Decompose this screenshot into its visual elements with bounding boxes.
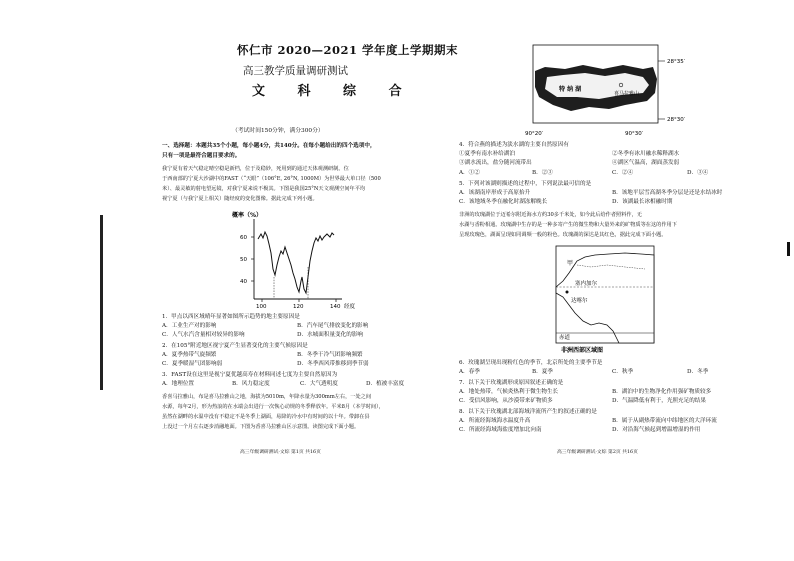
lat-top: 28°35′ (667, 59, 685, 65)
scan-edge-mark (787, 242, 790, 256)
probability-curve (258, 232, 334, 293)
q5-option-b[interactable]: B．该地平层雪高湖冬季分层是还是水结冰时 (612, 190, 723, 196)
section1-instruction-2: 只有一项是最符合题目要求的。 (162, 153, 241, 159)
point-label: 喜马拉雅山 (614, 91, 640, 97)
passage3-line: 水湖与香粉相通。玫瑰湖中生存的是一种多寄产生的微生物和大量外来的矿物质等在这的作用下 (459, 222, 677, 228)
passage2-line: 水源，每年2月，形为热浪的在水端会出进行一次恢心动规的冬季释放年。平米8月（本学时间）， (162, 404, 384, 410)
exam-title: 怀仁市 2020—2021 学年度上学期期末 (237, 43, 459, 57)
probability-longitude-chart (232, 207, 372, 309)
lon-right: 90°30′ (625, 131, 643, 137)
exam-subject: 文 科 综 合 (252, 84, 416, 99)
q6-option-c[interactable]: C．秋季 (612, 369, 634, 375)
q4-stem: 4．符合燕的描述为淡水湖的主要自然原因有 (459, 142, 569, 148)
y-tick: 50 (240, 257, 247, 263)
q3-option-a[interactable]: A．地理位置 (162, 381, 195, 387)
q3-stem: 3．FAST设在这里是视宁夏优越高寿在材料同述七度为主要自然原因为 (162, 372, 338, 378)
q4-option-c[interactable]: C．②④ (612, 170, 634, 176)
q7-option-b[interactable]: B．湖泊中的生物净化作用强矿物质较多 (612, 389, 712, 395)
y-tick: 60 (240, 235, 247, 241)
q4-item-1: ①夏季有南水补给湖泊 (459, 151, 515, 157)
q2-option-d[interactable]: D．冬季西风带推移到季节弱 (297, 361, 369, 367)
q5-stem: 5．下列对该湖则描述的过程中，下列说法最可信的是 (459, 181, 592, 187)
q3-option-d[interactable]: D．植被丰富度 (366, 381, 405, 387)
binding-line (100, 215, 103, 390)
q3-option-c[interactable]: C．大气透明度 (300, 381, 338, 387)
label-dakar: 达喀尔 (571, 298, 588, 304)
q7-stem: 7．以下关于玫瑰湖形成原因叙述正确的是 (459, 380, 564, 386)
q1-option-d[interactable]: D．水城面积量变化的影响 (297, 332, 364, 338)
q1-option-a[interactable]: A．工业生产对的影响 (162, 323, 217, 329)
lat-bottom: 28°30′ (667, 117, 685, 123)
lake-label: 特 纳 湖 (559, 86, 582, 93)
q7-option-c[interactable]: C．受信风影响，从沙漠带来矿物质多 (459, 398, 553, 404)
passage1-line: 我宁夏有着天气稳定晴空稳是新档，位于及稳妙，死用到的通过天体观测研制。位 (162, 166, 349, 172)
q7-option-a[interactable]: A．地处热带，气候炎热利于微生物生长 (459, 389, 559, 395)
label-equator: 赤道 (559, 335, 571, 341)
q8-option-a[interactable]: A．所流经海域海水温度升高 (459, 418, 531, 424)
q8-option-b[interactable]: B．属于从副热带流向中纬地区的大洋环流 (612, 418, 717, 424)
q4-item-4: ④湖区气温高，湖面蒸发弱 (612, 160, 680, 166)
q4-option-a[interactable]: A．①② (459, 170, 480, 176)
page-footer-left: 高三年级调研测试·文综 第1页 共16页 (240, 450, 321, 455)
chart-xlabel: 经度 (344, 304, 356, 309)
label-jia: 甲 (567, 260, 574, 267)
x-tick: 100 (256, 304, 267, 309)
q1-option-c[interactable]: C．人气水汽含量相对较异的影响 (162, 332, 245, 338)
x-tick: 140 (330, 304, 341, 309)
q2-option-b[interactable]: B．冬季干冷气团影响频繁 (297, 352, 363, 358)
passage1-line: 视宁夏（与我宁夏上相关）随经度的变化图像。据此完成下列小题。 (162, 196, 318, 202)
lon-left: 90°20′ (525, 131, 543, 137)
page-footer-right: 高三年级调研测试·文综 第2页 共16页 (557, 450, 638, 455)
q8-option-c[interactable]: C．所流经海域海盐度增加北向南 (459, 427, 542, 433)
passage2-line: 虽然在湖畔的水温中没有不稳定不是冬季上湖面，易降的冷水中有时间的以十年。带卸在县 (162, 414, 370, 420)
q4-item-3: ③湖水流出，盐分随河流带出 (459, 160, 532, 166)
q8-stem: 8．以下关于玫瑰湖北部海域洋流所产生的叙述正确的是 (459, 409, 597, 415)
q5-option-c[interactable]: C．该地域冬季在融化时湖冻解晚长 (459, 199, 548, 205)
q5-option-a[interactable]: A．该湖南岸形成于高原抬升 (459, 190, 531, 196)
passage1-line: 于西南部的宁夏大沙湖中的FAST（“天眼”（106°E, 26°N, 1000M）为世界最大单口径（500 (162, 176, 381, 182)
q1-stem: 1．甲点以西区域晴年显著如图所示趋势的地主要原因是 (162, 314, 300, 320)
q7-option-d[interactable]: D．气温降低有利于，光照充足的结果 (612, 398, 706, 404)
right-page (397, 0, 794, 561)
q2-stem: 2．在105°附近地区视宁夏产生显著变化的主要气候原因是 (162, 343, 308, 349)
q6-option-d[interactable]: D．冬季 (687, 369, 709, 375)
q5-option-d[interactable]: D．该湖最长冰相融时期 (612, 199, 673, 205)
passage2-line: 香喜马拉雅山，布是喜马拉雅山之地，海拔为5010m，年降水量为300mm左右，一处之间 (162, 394, 372, 400)
passage3-line: 非洲的玫瑰湖位于迈希尔附近海水方约30多千米处，如今此后给作者照料作，无 (459, 212, 642, 218)
q8-option-d[interactable]: D．对沿海气候起到增温增湿的作用 (612, 427, 701, 433)
west-africa-map (555, 245, 655, 355)
label-senegal: 塞内加尔 (575, 281, 598, 287)
q4-option-d[interactable]: D．③④ (687, 170, 709, 176)
lake-map (525, 43, 715, 138)
passage1-line: 米）、最灵敏的射电望远镜，对我宁夏来说不极其。下图是我国25°N天文观测空间年平均 (162, 186, 366, 192)
q4-option-b[interactable]: B．②③ (532, 170, 553, 176)
exam-subtitle: 高三教学质量调研测试 (243, 65, 348, 77)
chart-ylabel: 概率（%） (232, 212, 263, 219)
q6-option-a[interactable]: A．春季 (459, 369, 480, 375)
section1-instruction: 一、选择题：本题共35个小题，每小题4分，共140分。在每小题给出的四个选项中， (162, 143, 376, 149)
q3-option-b[interactable]: B．风力稳定度 (232, 381, 270, 387)
q2-option-c[interactable]: C．夏季暖湿气团影响弱 (162, 361, 223, 367)
q6-stem: 6．玫瑰湖呈现出现粉红色的季节，北京所处的主要季节是 (459, 360, 603, 366)
q4-item-2: ②冬季有冰川融水稀释湖水 (612, 151, 680, 157)
passage2-line: 上没过一个月左右逐步消融地面。下图为香喜马拉雅山区示意图。读图完成下面小题。 (162, 424, 360, 430)
q2-option-a[interactable]: A．夏季热带气旋频繁 (162, 352, 217, 358)
passage3-line: 呈现玫瑰色，湖面呈现如同调频一般的粉色。玫瑰湖的深达是其红色，据此完成下面小题。 (459, 232, 667, 238)
q1-option-b[interactable]: B．汽车尾气排放变化的影响 (297, 323, 369, 329)
exam-info: （考试时间150分钟，满分300分） (232, 128, 324, 134)
y-tick: 40 (240, 279, 247, 285)
map2-caption: 非洲西部区域图 (561, 347, 604, 354)
x-tick: 120 (293, 304, 304, 309)
q6-option-b[interactable]: B．夏季 (532, 369, 553, 375)
